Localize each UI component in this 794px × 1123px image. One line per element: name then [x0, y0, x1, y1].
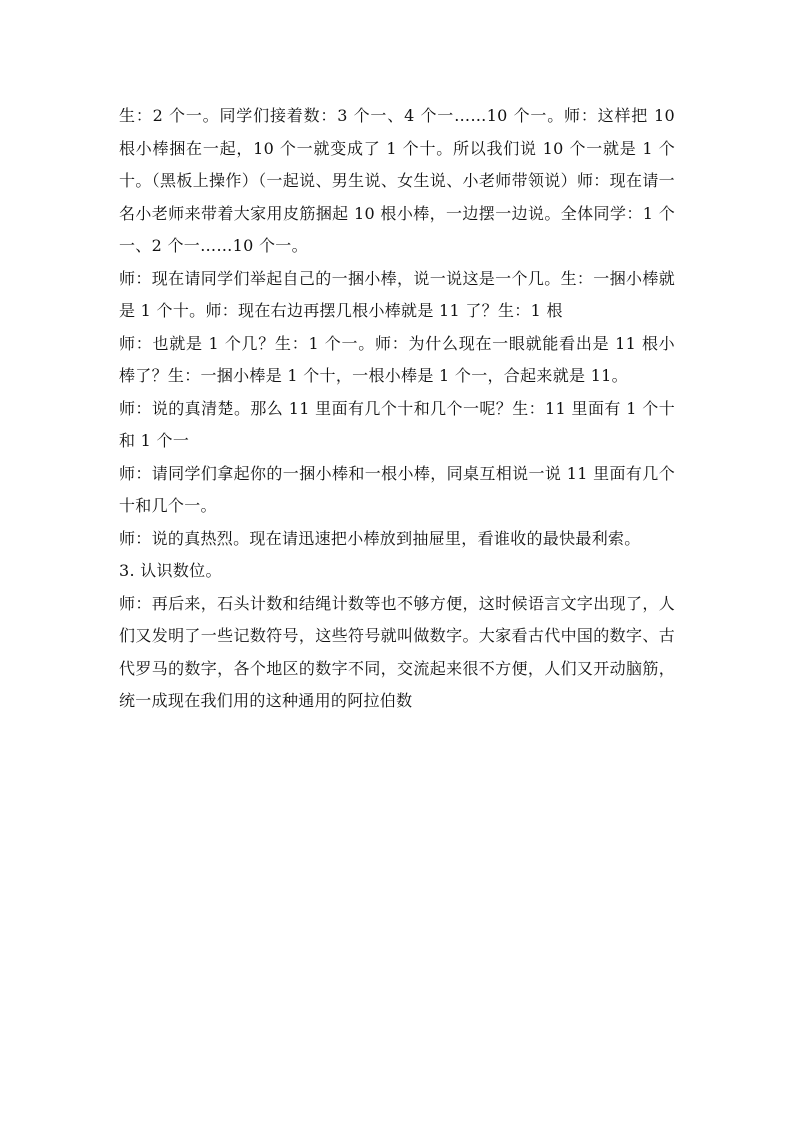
document-body [119, 100, 675, 718]
section-heading: 3. 认识数位。 [119, 561, 222, 580]
paragraph: 师：也就是 1 个几？生：1 个一。师：为什么现在一眼就能看出是 11 根小棒了？生：一捆小棒是 1 个十，一根小棒是 1 个一，合起来就是 11。 [119, 333, 675, 385]
paragraph: 师：请同学们拿起你的一捆小棒和一根小棒，同桌互相说一说 11 里面有几个十和几个一。 [119, 463, 675, 515]
paragraph: 师：再后来，石头计数和结绳计数等也不够方便，这时候语言文字出现了，人们又发明了一些记数符号，这些符号就叫做数字。大家看古代中国的数字、古代罗马的数字，各个地区的数字不同，交流起来很不方便，人们又开动脑筋，统一成现在我们用的这种通用的阿拉伯数 [119, 593, 675, 710]
paragraph: 师：现在请同学们举起自己的一捆小棒，说一说这是一个几。生：一捆小棒就是 1 个十。师：现在右边再摆几根小棒就是 11 了？生：1 根 [119, 268, 675, 320]
paragraph: 师：说的真清楚。那么 11 里面有几个十和几个一呢？生：11 里面有 1 个十和 1 个一 [119, 398, 675, 450]
paragraph: 师：说的真热烈。现在请迅速把小棒放到抽屉里，看谁收的最快最利索。 [119, 528, 641, 548]
paragraph: 生：2 个一。同学们接着数：3 个一、4 个一……10 个一。师：这样把 10 根小棒捆在一起，10 个一就变成了 1 个十。所以我们说 10 个一就是 1 个十。（黑板上操作）（一起说、男生说、女生说、小老师带领说）师：现在请一名小老师来带着大家用皮筋捆起 10 根小棒，一边摆一边说。全体同学：1 个一、2 个一……10 个一。 [119, 106, 675, 255]
